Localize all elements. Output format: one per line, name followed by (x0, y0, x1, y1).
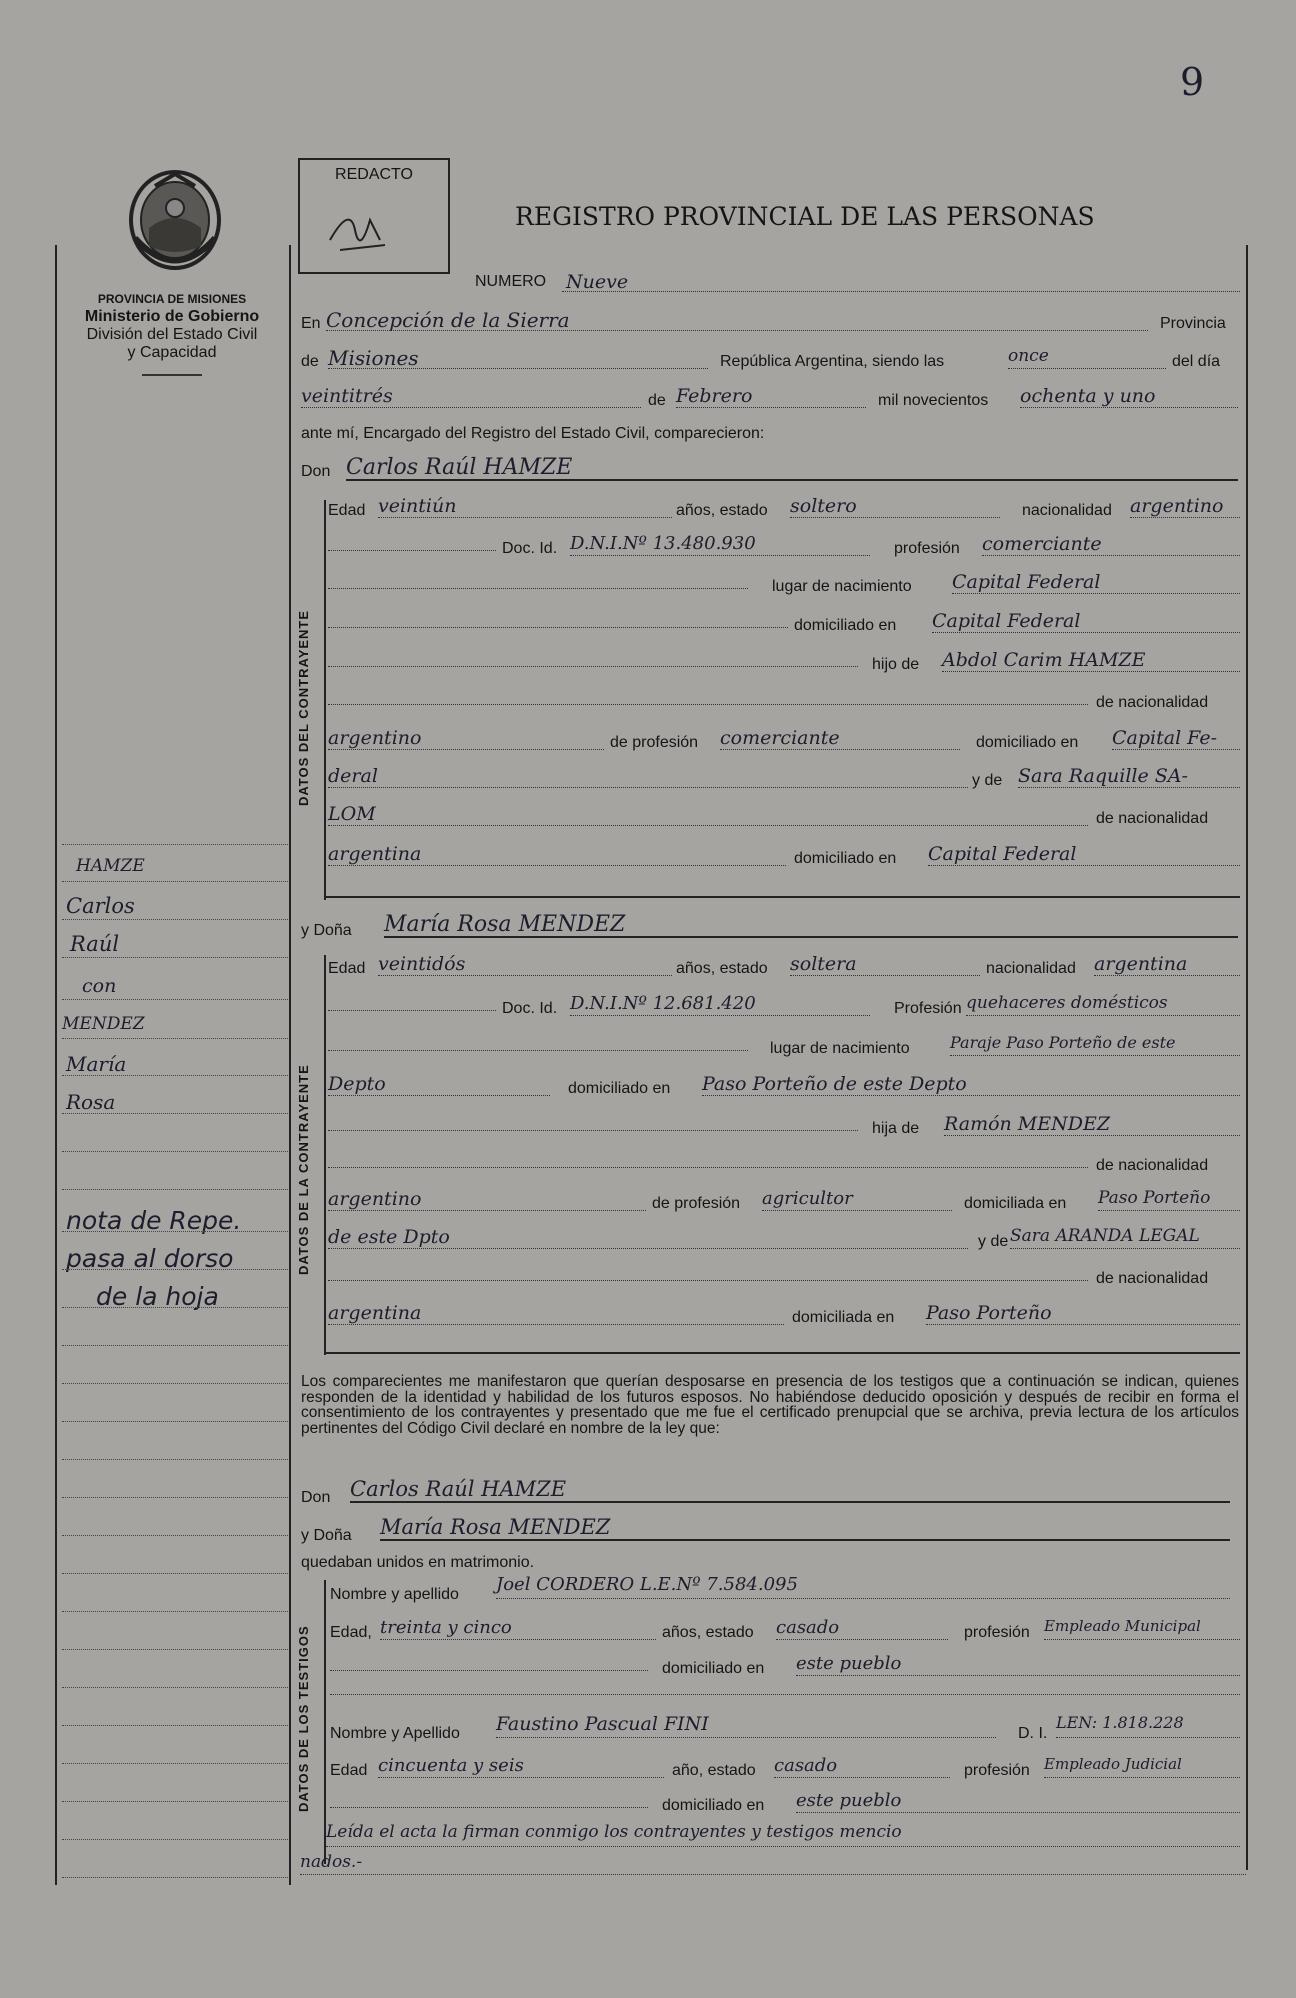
document-title: REGISTRO PROVINCIAL DE LAS PERSONAS (515, 202, 1095, 231)
bride-padre-nac: argentino (328, 1188, 422, 1210)
closing-text: quedaban unidos en matrimonio. (301, 1554, 535, 1571)
margin-rule (62, 1344, 288, 1346)
groom-estado-field (790, 495, 1000, 518)
groom-prof-label: profesión (894, 540, 960, 557)
w2-edad-label: Edad (330, 1762, 368, 1779)
margin-entry-mendez: MENDEZ (62, 1014, 145, 1034)
final-note-line2: nados.- (300, 1852, 363, 1872)
margin-entry-raul: Raúl (70, 932, 120, 956)
en-label: En (301, 315, 321, 332)
groom-padre-prof-field (720, 727, 960, 750)
bride-hija-label: hija de (872, 1120, 920, 1137)
bride-prof-label: Profesión (894, 1000, 962, 1017)
final-note-line1-field (326, 1822, 1240, 1847)
w1-edad: treinta y cinco (380, 1617, 512, 1638)
bride-prof-field (966, 993, 1240, 1016)
groom-estado: soltero (790, 495, 857, 517)
bride-madre-nac-label: de nacionalidad (1096, 1270, 1209, 1287)
bride-estado-field (790, 953, 980, 976)
bride-lugar-b: Depto (328, 1073, 386, 1095)
groom-padre-dom-b-field (328, 765, 968, 788)
de-label: de (301, 353, 319, 370)
margin-rule (62, 1074, 288, 1076)
bride-edad-label: Edad (328, 960, 366, 977)
margin-rule (62, 1150, 288, 1152)
margin-entry-maria: María (66, 1052, 127, 1076)
mes-field (676, 385, 866, 408)
redacto-stamp (298, 158, 450, 274)
bride-madre-nac-lead (328, 1270, 1088, 1281)
hora-value: once (1008, 346, 1049, 366)
w2-name-label: Nombre y Apellido (330, 1725, 460, 1742)
w1-name: Joel CORDERO L.E.Nº 7.584.095 (496, 1574, 798, 1595)
w1-dom-label: domiciliado en (662, 1660, 765, 1677)
numero-field (562, 271, 1240, 292)
groom-nac: argentino (1130, 495, 1224, 517)
margin-rule (62, 1838, 288, 1840)
provincia-value: Misiones (328, 346, 419, 370)
w1-prof-label: profesión (964, 1624, 1030, 1641)
groom-prof-field (982, 533, 1240, 556)
bride-lugar: Paraje Paso Porteño de este (950, 1033, 1176, 1052)
bride-nac-field (1094, 953, 1240, 976)
declaration-text: Los comparecientes me manifestaron que querían desposarse en presencia de los testigos que a continuación se indican, quienes responden de la identidad y habilidad de los futuros esposos. No habiéndose deducido oposición y después de recibir en forma el consentimiento de los contrayentes y presentado que me fue el certificado prenupcial que se archiva, previa lectura de los artículos pertinentes del Código Civil declaré en nombre de la ley que: (301, 1373, 1239, 1437)
margin-rule (62, 1762, 288, 1764)
bride-padre-prof: agricultor (762, 1188, 853, 1209)
bride-estado: soltera (790, 953, 857, 975)
groom-padre-dom-label: domiciliado en (976, 734, 1079, 751)
margin-note-1: nota de Repe. (66, 1206, 242, 1235)
dona-label: y Doña (301, 922, 352, 939)
org-capacity: y Capacidad (127, 344, 217, 361)
margin-rule (62, 918, 288, 920)
margin-rule (62, 1268, 288, 1270)
frame-left (55, 245, 57, 1885)
groom-doc-field (570, 533, 870, 556)
bride-madre: Sara ARANDA LEGAL (1010, 1226, 1200, 1246)
margin-rule (62, 880, 288, 882)
margin-entry-rosa: Rosa (66, 1090, 116, 1114)
decl-don-name: Carlos Raúl HAMZE (350, 1477, 567, 1501)
w2-dom: este pueblo (796, 1790, 902, 1811)
groom-madre-a: Sara Raquille SA- (1018, 765, 1188, 787)
bride-doc-label: Doc. Id. (502, 1000, 558, 1017)
margin-rule (62, 1496, 288, 1498)
groom-padre-prof: comerciante (720, 727, 840, 749)
del-dia-label: del día (1172, 353, 1221, 370)
w2-estado-field (774, 1755, 950, 1778)
w2-di: LEN: 1.818.228 (1056, 1713, 1184, 1732)
bride-dom-field (702, 1073, 1240, 1096)
margin-rule (62, 1458, 288, 1460)
margin-entry-con: con (82, 975, 117, 997)
groom-dom-lead (328, 617, 788, 628)
witness-data-label: DATOS DE LOS TESTIGOS (296, 1625, 311, 1812)
bride-name: María Rosa MENDEZ (384, 912, 626, 937)
margin-entry-carlos: Carlos (66, 894, 135, 918)
anio-value: ochenta y uno (1020, 385, 1156, 407)
bride-padre-dom-b-field (328, 1226, 968, 1249)
provincial-seal-icon (125, 168, 225, 273)
bride-padre-nac-label: de nacionalidad (1096, 1157, 1209, 1174)
groom-edad-field (378, 495, 672, 518)
bride-block-end (324, 1352, 1240, 1354)
groom-lugar-field (952, 571, 1240, 594)
groom-madre-b-field (328, 803, 1088, 826)
bride-madre-nac: argentina (328, 1302, 422, 1324)
bride-y-de-label: y de (978, 1233, 1009, 1250)
bride-nac-label: nacionalidad (986, 960, 1076, 977)
margin-note-3: de la hoja (96, 1282, 219, 1311)
groom-block-end (324, 896, 1240, 898)
decl-dona-field (380, 1515, 1230, 1541)
groom-padre-field (942, 649, 1240, 672)
margin-rule (62, 1382, 288, 1384)
bride-lugar-label: lugar de nacimiento (770, 1040, 910, 1057)
groom-padre-dom-field (1112, 727, 1240, 750)
w1-edad-field (380, 1617, 656, 1640)
margin-rule (62, 1306, 288, 1308)
w2-dom-field (796, 1790, 1240, 1813)
margin-rule (62, 1112, 288, 1114)
lugar-value: Concepción de la Sierra (326, 308, 570, 332)
groom-lugar-lead (328, 578, 748, 589)
groom-madre-dom-label: domiciliado en (794, 850, 897, 867)
groom-hijo-label: hijo de (872, 656, 920, 673)
groom-padre-dom-b: deral (328, 765, 378, 787)
final-note-line2-field (300, 1852, 1246, 1875)
groom-padre-prof-label: de profesión (610, 734, 699, 751)
bride-dom: Paso Porteño de este Depto (702, 1073, 967, 1095)
mes-de-label: de (648, 392, 666, 409)
groom-madre-b: LOM (328, 803, 376, 825)
groom-nac-label: nacionalidad (1022, 502, 1112, 519)
groom-doc: D.N.I.Nº 13.480.930 (570, 533, 756, 554)
bride-padre-dom-b: de este Dpto (328, 1226, 450, 1248)
groom-doc-lead (328, 540, 496, 551)
groom-lugar-label: lugar de nacimiento (772, 578, 912, 595)
numero-value: Nueve (566, 271, 629, 293)
margin-rule (62, 1610, 288, 1612)
bride-edad: veintidós (378, 953, 466, 975)
org-ministry: Ministerio de Gobierno (84, 308, 260, 325)
w1-dom: este pueblo (796, 1653, 902, 1674)
bride-data-label: DATOS DE LA CONTRAYENTE (296, 1064, 311, 1275)
groom-edad: veintiún (378, 495, 457, 517)
margin-note-2: pasa al dorso (66, 1244, 234, 1273)
w2-prof-label: profesión (964, 1762, 1030, 1779)
groom-padre-nac: argentino (328, 727, 422, 749)
w2-dom-label: domiciliado en (662, 1797, 765, 1814)
groom-padre-dom-a: Capital Fe- (1112, 727, 1217, 749)
decl-don-field (350, 1477, 1230, 1503)
bride-madre-dom-label: domiciliada en (792, 1309, 895, 1326)
margin-rule (62, 1037, 288, 1039)
final-note-line1: Leída el acta la firman conmigo los contrayentes y testigos mencio (326, 1822, 902, 1842)
page-number: 9 (1180, 60, 1205, 104)
bride-hija-lead (328, 1120, 858, 1131)
groom-madre-nac-label: de nacionalidad (1096, 810, 1209, 827)
bride-doc-lead (328, 1000, 496, 1011)
signature-icon (320, 200, 390, 260)
w2-name-field (496, 1713, 996, 1738)
groom-edad-label: Edad (328, 502, 366, 519)
ante-mi-text: ante mí, Encargado del Registro del Estado Civil, comparecieron: (301, 425, 765, 442)
groom-dom-field (932, 610, 1240, 633)
mil-label: mil novecientos (878, 392, 989, 409)
bride-padre-nac-lead (328, 1157, 1088, 1168)
w2-prof: Empleado Judicial (1044, 1755, 1182, 1773)
w1-prof: Empleado Municipal (1044, 1617, 1201, 1635)
bride-madre-field (1010, 1226, 1240, 1249)
bride-madre-dom: Paso Porteño (926, 1302, 1052, 1324)
w1-dom-field (796, 1653, 1240, 1676)
w1-name-label: Nombre y apellido (330, 1586, 459, 1603)
redacto-label: REDACTO (335, 166, 413, 183)
groom-dom: Capital Federal (932, 610, 1081, 632)
org-divider (142, 374, 202, 376)
margin-rule (62, 1876, 288, 1878)
margin-rule (62, 1420, 288, 1422)
margin-rule (62, 1230, 288, 1232)
don-label: Don (301, 463, 331, 480)
anio-field (1020, 385, 1238, 408)
bride-padre-dom-label: domiciliada en (964, 1195, 1067, 1212)
bride-nac: argentina (1094, 953, 1188, 975)
bride-padre-dom-field (1098, 1188, 1240, 1211)
bride-lugar-lead (328, 1040, 748, 1051)
bride-padre-prof-label: de profesión (652, 1195, 741, 1212)
bride-lugar-field (950, 1033, 1240, 1056)
lugar-field (326, 308, 1148, 331)
groom-padre-nac-label: de nacionalidad (1096, 694, 1209, 711)
bride-padre-field (944, 1113, 1240, 1136)
bride-estado-label: años, estado (676, 960, 768, 977)
margin-entry-hamze: HAMZE (76, 856, 145, 876)
w2-di-field (1056, 1713, 1240, 1738)
margin-rule (62, 1648, 288, 1650)
groom-madre-dom: Capital Federal (928, 843, 1077, 865)
margin-rule (62, 956, 288, 958)
groom-estado-label: años, estado (676, 502, 768, 519)
groom-madre-nac: argentina (328, 843, 422, 865)
decl-dona-name: María Rosa MENDEZ (380, 1515, 611, 1539)
groom-hijo-lead (328, 656, 858, 667)
bride-padre-nacv-field (328, 1188, 646, 1211)
groom-madre-nac-field (328, 843, 786, 866)
siendo-label: República Argentina, siendo las (720, 353, 945, 370)
groom-madre-dom-field (928, 843, 1240, 866)
margin-rule (62, 1724, 288, 1726)
w2-edad-field (378, 1755, 664, 1778)
w1-estado-label: años, estado (662, 1624, 754, 1641)
bride-edad-field (378, 953, 672, 976)
provincia-label: Provincia (1160, 315, 1226, 332)
provincia-field (328, 346, 708, 369)
bride-block-line (324, 955, 326, 1355)
groom-lugar: Capital Federal (952, 571, 1101, 593)
groom-dom-label: domiciliado en (794, 617, 897, 634)
groom-doc-label: Doc. Id. (502, 540, 558, 557)
frame-middle (289, 245, 291, 1885)
margin-rule (62, 1534, 288, 1536)
numero-label: NUMERO (475, 273, 547, 290)
w2-edad: cincuenta y seis (378, 1755, 524, 1776)
groom-y-de-label: y de (972, 772, 1003, 789)
groom-madre-field (1018, 765, 1240, 788)
bride-doc: D.N.I.Nº 12.681.420 (570, 993, 756, 1014)
org-province: PROVINCIA DE MISIONES (97, 292, 247, 306)
decl-dona-label: y Doña (301, 1527, 352, 1544)
org-division: División del Estado Civil (86, 326, 258, 343)
bride-padre: Ramón MENDEZ (944, 1113, 1111, 1135)
bride-padre-prof-field (762, 1188, 952, 1211)
bride-dom-label: domiciliado en (568, 1080, 671, 1097)
dia-value: veintitrés (301, 385, 393, 407)
groom-name-field (346, 455, 1238, 481)
margin-rule (62, 998, 288, 1000)
w1-edad-label: Edad, (330, 1624, 372, 1641)
mes-value: Febrero (676, 385, 753, 407)
dia-field (301, 385, 641, 408)
witness-separator (330, 1693, 1240, 1695)
w1-dom-lead (330, 1660, 648, 1671)
margin-rule (62, 1800, 288, 1802)
groom-data-label: DATOS DEL CONTRAYENTE (296, 609, 311, 806)
w1-estado: casado (776, 1617, 840, 1638)
w2-di-label: D. I. (1018, 1725, 1048, 1742)
w1-estado-field (776, 1617, 948, 1640)
bride-padre-dom-a: Paso Porteño (1098, 1188, 1211, 1208)
decl-don-label: Don (301, 1489, 331, 1506)
w2-name: Faustino Pascual FINI (496, 1713, 709, 1735)
groom-padre-nacv-field (328, 727, 604, 750)
w2-estado-label: año, estado (672, 1762, 756, 1779)
frame-right (1246, 245, 1248, 1870)
margin-rule (62, 1188, 288, 1190)
w1-prof-field (1044, 1617, 1240, 1640)
margin-rule (62, 1572, 288, 1574)
w2-prof-field (1044, 1755, 1240, 1778)
hora-field (1008, 346, 1166, 369)
bride-doc-field (570, 993, 870, 1016)
groom-prof: comerciante (982, 533, 1102, 555)
bride-prof: quehaceres domésticos (966, 993, 1168, 1013)
w2-dom-lead (330, 1797, 648, 1808)
margin-rule (62, 1686, 288, 1688)
groom-padre-nac-lead (328, 694, 1088, 705)
groom-name: Carlos Raúl HAMZE (346, 455, 573, 480)
bride-madre-nacv-field (328, 1302, 784, 1325)
margin-rule (62, 843, 288, 845)
groom-padre: Abdol Carim HAMZE (942, 649, 1146, 671)
bride-name-field (384, 912, 1238, 938)
w1-name-field (496, 1574, 1230, 1599)
bride-lugar-b-field (328, 1073, 550, 1096)
groom-nac-field (1130, 495, 1240, 518)
groom-block-line (324, 500, 326, 900)
bride-madre-dom-field (926, 1302, 1240, 1325)
w2-estado: casado (774, 1755, 838, 1776)
